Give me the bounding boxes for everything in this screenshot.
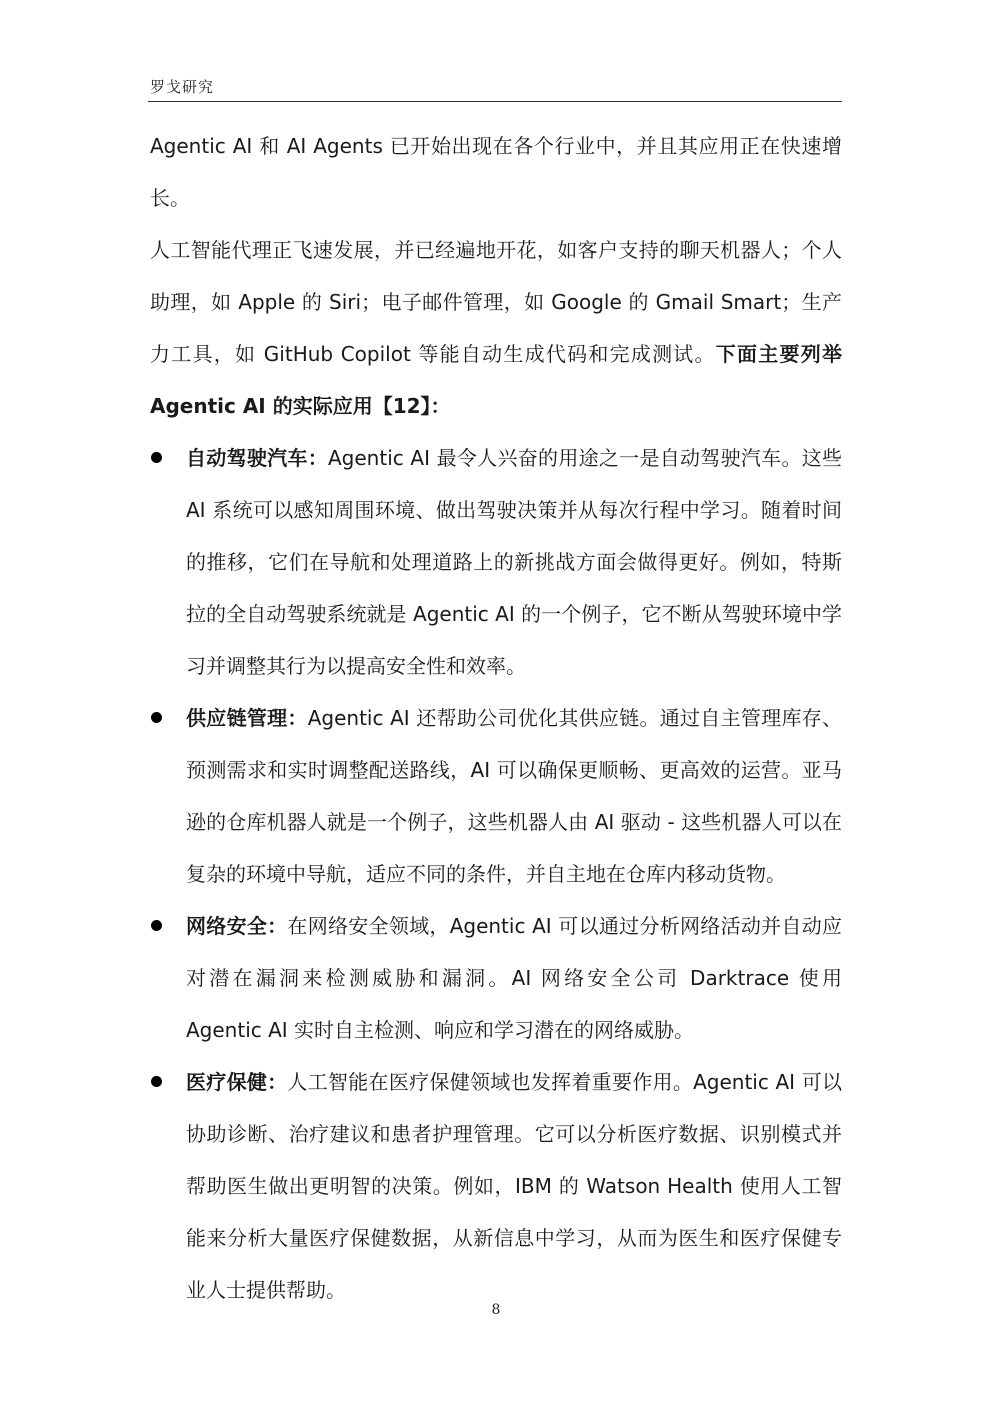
item-text: 人工智能在医疗保健领域也发挥着重要作用。Agentic AI 可以协助诊断、治疗建议和患者护理管理。它可以分析医疗数据、识别模式并帮助医生做出更明智的决策。例如，IBM 的 Watson Health 使用人工智能来分析大量医疗保健数据，从新信息中学习，从而为医生和医疗保健专业人士提供帮助。: [186, 1070, 843, 1302]
item-title: 供应链管理：: [186, 706, 308, 730]
list-item: [150, 432, 842, 692]
intro-text-2: 人工智能代理正飞速发展，并已经遍地开花，如客户支持的聊天机器人；个人助理，如 Apple 的 Siri；电子邮件管理，如 Google 的 Gmail Smart；生产力工具，如 GitHub Copilot 等能自动生成代码和完成测试。: [150, 238, 842, 366]
item-title: 医疗保健：: [186, 1070, 288, 1094]
list-item: [150, 900, 842, 1056]
main-content: [150, 120, 842, 1316]
bullet-icon: [151, 452, 162, 463]
intro-paragraph-2: [150, 224, 842, 432]
applications-list: [150, 432, 842, 1316]
list-item: [150, 692, 842, 900]
running-header: 罗戈研究: [150, 78, 215, 96]
header-divider: [148, 101, 842, 102]
item-text: Agentic AI 最令人兴奋的用途之一是自动驾驶汽车。这些 AI 系统可以感知周围环境、做出驾驶决策并从每次行程中学习。随着时间的推移，它们在导航和处理道路上的新挑战方面会做得更好。例如，特斯拉的全自动驾驶系统就是 Agentic AI 的一个例子，它不断从驾驶环境中学习并调整其行为以提高安全性和效率。: [186, 446, 843, 678]
item-title: 网络安全：: [186, 914, 288, 938]
bullet-icon: [151, 920, 162, 931]
intro-paragraph-1: [150, 120, 842, 224]
item-text: Agentic AI 还帮助公司优化其供应链。通过自主管理库存、预测需求和实时调整配送路线，AI 可以确保更顺畅、更高效的运营。亚马逊的仓库机器人就是一个例子，这些机器人由 AI 驱动 - 这些机器人可以在复杂的环境中导航，适应不同的条件，并自主地在仓库内移动货物。: [186, 706, 843, 886]
item-text: 在网络安全领域，Agentic AI 可以通过分析网络活动并自动应对潜在漏洞来检测威胁和漏洞。AI 网络安全公司 Darktrace 使用 Agentic AI 实时自主检测、响应和学习潜在的网络威胁。: [186, 914, 843, 1042]
intro-bold-text: 下面主要列举 Agentic AI 的实际应用【12】：: [150, 342, 843, 418]
intro-text-1: Agentic AI 和 AI Agents 已开始出现在各个行业中，并且其应用正在快速增长。: [150, 134, 842, 210]
list-item: [150, 1056, 842, 1316]
page-number: 8: [491, 1302, 501, 1318]
item-title: 自动驾驶汽车：: [186, 446, 328, 470]
bullet-icon: [151, 712, 162, 723]
bullet-icon: [151, 1076, 162, 1087]
